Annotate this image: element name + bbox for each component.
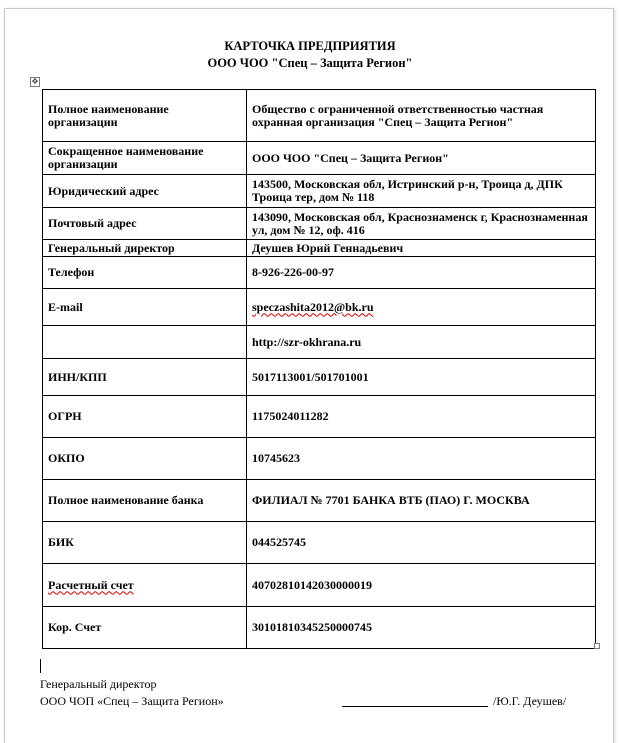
row-label: ИНН/КПП bbox=[43, 359, 247, 396]
table-row bbox=[43, 142, 596, 175]
row-label: БИК bbox=[43, 522, 247, 564]
email-link[interactable]: speczashita2012@bk.ru bbox=[252, 299, 374, 314]
row-value: 143500, Московская обл, Истринский р-н, Троица д, ДПК Троица тер, дом № 118 bbox=[247, 175, 596, 208]
row-label bbox=[43, 564, 247, 607]
row-label: Почтовый адрес bbox=[43, 208, 247, 240]
row-value: 5017113001/501701001 bbox=[247, 359, 596, 396]
row-label: ОКПО bbox=[43, 438, 247, 480]
row-value: 8-926-226-00-97 bbox=[247, 257, 596, 289]
table-row bbox=[43, 90, 596, 142]
table-row bbox=[43, 175, 596, 208]
row-label: Юридический адрес bbox=[43, 175, 247, 208]
table-row bbox=[43, 564, 596, 607]
table-row bbox=[43, 240, 596, 257]
table-row bbox=[43, 480, 596, 522]
table-row bbox=[43, 359, 596, 396]
footer-position: Генеральный директор bbox=[40, 677, 157, 691]
row-value: ООО ЧОО "Спец – Защита Регион" bbox=[247, 142, 596, 175]
table-row bbox=[43, 289, 596, 326]
row-value: 10745623 bbox=[247, 438, 596, 480]
table-row bbox=[43, 396, 596, 438]
table-row bbox=[43, 326, 596, 359]
row-label: E-mail bbox=[43, 289, 247, 326]
table-row bbox=[43, 438, 596, 480]
table-resize-handle-icon[interactable] bbox=[594, 643, 600, 649]
row-value: 1175024011282 bbox=[247, 396, 596, 438]
row-label: Сокращенное наименование организации bbox=[43, 142, 247, 175]
row-label-text: Расчетный счет bbox=[48, 577, 134, 592]
row-value: 143090, Московская обл, Краснознаменск г, Краснознаменная ул, дом № 12, оф. 416 bbox=[247, 208, 596, 240]
row-label: Полное наименование организации bbox=[43, 90, 247, 142]
table-row bbox=[43, 607, 596, 649]
row-value: Деушев Юрий Геннадьевич bbox=[247, 240, 596, 257]
row-label: Полное наименование банка bbox=[43, 480, 247, 522]
signature-line bbox=[342, 706, 488, 707]
row-value-email[interactable] bbox=[247, 289, 596, 326]
row-value: 40702810142030000019 bbox=[247, 564, 596, 607]
row-label: Кор. Счет bbox=[43, 607, 247, 649]
document-title: КАРТОЧКА ПРЕДПРИЯТИЯ bbox=[224, 39, 396, 53]
table-move-handle-icon[interactable]: ✥ bbox=[31, 77, 39, 86]
company-card-table bbox=[42, 89, 596, 649]
row-label: Телефон bbox=[43, 257, 247, 289]
text-cursor bbox=[40, 659, 41, 673]
signature-name: /Ю.Г. Деушев/ bbox=[493, 694, 567, 708]
table-row bbox=[43, 522, 596, 564]
table-row bbox=[43, 257, 596, 289]
row-value: Общество с ограниченной ответственностью частная охранная организация "Спец – Защита Регион" bbox=[247, 90, 596, 142]
row-value: 30101810345250000745 bbox=[247, 607, 596, 649]
footer-company: ООО ЧОП «Спец – Защита Регион» bbox=[40, 694, 224, 708]
row-label bbox=[43, 326, 247, 359]
row-value: ФИЛИАЛ № 7701 БАНКА ВТБ (ПАО) Г. МОСКВА bbox=[247, 480, 596, 522]
document-subtitle: ООО ЧОО "Спец – Защита Регион" bbox=[207, 56, 413, 70]
row-label: ОГРН bbox=[43, 396, 247, 438]
row-value: 044525745 bbox=[247, 522, 596, 564]
table-row bbox=[43, 208, 596, 240]
row-value-website[interactable]: http://szr-okhrana.ru bbox=[247, 326, 596, 359]
row-label: Генеральный директор bbox=[43, 240, 247, 257]
